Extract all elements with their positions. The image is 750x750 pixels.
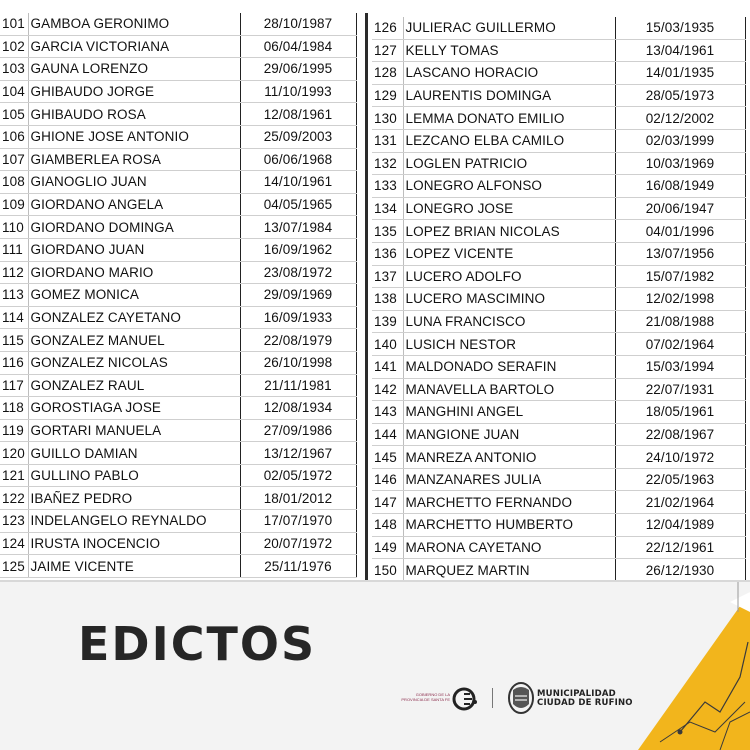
row-number: 123 [0,510,28,533]
table-left [0,13,357,578]
row-number: 132 [372,152,403,175]
row-name: GHIBAUDO JORGE [28,80,240,103]
row-number: 144 [372,423,403,446]
row-date: 25/11/1976 [240,555,356,578]
row-date: 16/08/1949 [615,175,745,198]
row-date: 26/12/1930 [615,559,745,582]
row-number: 103 [0,58,28,81]
municipality-line-1: MUNICIPALIDAD [537,689,616,699]
table-row [0,58,356,81]
row-number: 146 [372,468,403,491]
row-number: 150 [372,559,403,582]
table-row [0,532,356,555]
table-row [372,401,745,424]
row-number: 135 [372,220,403,243]
row-date: 20/07/1972 [240,532,356,555]
row-number: 122 [0,487,28,510]
table-row [0,35,356,58]
row-number: 115 [0,329,28,352]
table-row [0,171,356,194]
row-number: 142 [372,378,403,401]
row-number: 126 [372,17,403,39]
table-row [0,193,356,216]
row-name: GONZALEZ CAYETANO [28,306,240,329]
row-date: 21/11/1981 [240,374,356,397]
row-number: 133 [372,175,403,198]
table-row [372,559,745,582]
row-name: GIORDANO MARIO [28,261,240,284]
row-name: MARCHETTO FERNANDO [403,491,615,514]
table-row [372,129,745,152]
row-number: 148 [372,514,403,537]
row-date: 24/10/1972 [615,446,745,469]
table-row [372,446,745,469]
row-date: 02/12/2002 [615,107,745,130]
row-date: 22/08/1979 [240,329,356,352]
row-number: 140 [372,333,403,356]
table-row [372,288,745,311]
row-date: 07/02/1964 [615,333,745,356]
column-divider [365,13,368,580]
row-number: 139 [372,310,403,333]
table-row [372,333,745,356]
row-number: 109 [0,193,28,216]
row-number: 116 [0,351,28,374]
row-date: 27/09/1986 [240,419,356,442]
row-date: 21/08/1988 [615,310,745,333]
row-name: LEMMA DONATO EMILIO [403,107,615,130]
table-row [372,378,745,401]
row-name: MANGHINI ANGEL [403,401,615,424]
row-name: LAURENTIS DOMINGA [403,84,615,107]
row-number: 111 [0,238,28,261]
row-name: GAMBOA GERONIMO [28,13,240,35]
row-name: MANAVELLA BARTOLO [403,378,615,401]
row-name: LONEGRO JOSE [403,197,615,220]
edict-list [0,13,750,580]
row-date: 18/01/2012 [240,487,356,510]
row-number: 112 [0,261,28,284]
row-number: 118 [0,397,28,420]
row-date: 26/10/1998 [240,351,356,374]
table-row [372,62,745,85]
row-date: 12/08/1961 [240,103,356,126]
row-date: 22/05/1963 [615,468,745,491]
row-date: 15/03/1935 [615,17,745,39]
row-number: 113 [0,284,28,307]
row-number: 101 [0,13,28,35]
row-number: 105 [0,103,28,126]
row-name: GIORDANO DOMINGA [28,216,240,239]
table-row [372,107,745,130]
row-date: 22/12/1961 [615,536,745,559]
table-right [372,17,746,582]
row-date: 22/07/1931 [615,378,745,401]
row-name: GONZALEZ MANUEL [28,329,240,352]
row-number: 145 [372,446,403,469]
row-date: 14/01/1935 [615,62,745,85]
row-name: LUSICH NESTOR [403,333,615,356]
row-name: MANGIONE JUAN [403,423,615,446]
row-name: LEZCANO ELBA CAMILO [403,129,615,152]
row-date: 13/07/1956 [615,242,745,265]
row-number: 106 [0,125,28,148]
row-number: 136 [372,242,403,265]
row-date: 13/07/1984 [240,216,356,239]
row-number: 141 [372,355,403,378]
row-name: MARQUEZ MARTIN [403,559,615,582]
row-date: 25/09/2003 [240,125,356,148]
table-row [372,39,745,62]
row-date: 11/10/1993 [240,80,356,103]
row-name: GIANOGLIO JUAN [28,171,240,194]
row-date: 23/08/1972 [240,261,356,284]
logo-separator [492,688,493,708]
row-number: 108 [0,171,28,194]
row-date: 16/09/1933 [240,306,356,329]
row-name: LUNA FRANCISCO [403,310,615,333]
row-date: 12/04/1989 [615,514,745,537]
row-name: GULLINO PABLO [28,464,240,487]
table-row [0,374,356,397]
table-row [372,84,745,107]
row-date: 14/10/1961 [240,171,356,194]
table-row [372,197,745,220]
table-row [0,80,356,103]
table-row [0,464,356,487]
row-name: GONZALEZ RAUL [28,374,240,397]
table-row [372,355,745,378]
municipality-name [537,690,633,708]
row-name: MANZANARES JULIA [403,468,615,491]
table-row [0,351,356,374]
row-name: GAUNA LORENZO [28,58,240,81]
row-number: 114 [0,306,28,329]
table-row [372,17,745,39]
row-date: 12/08/1934 [240,397,356,420]
row-number: 125 [0,555,28,578]
table-row [0,238,356,261]
table-row [372,242,745,265]
table-row [0,442,356,465]
table-row [0,261,356,284]
row-date: 17/07/1970 [240,510,356,533]
table-row [372,491,745,514]
row-name: LASCANO HORACIO [403,62,615,85]
table-row [0,306,356,329]
row-number: 117 [0,374,28,397]
row-name: GARCIA VICTORIANA [28,35,240,58]
row-name: MANREZA ANTONIO [403,446,615,469]
province-emblem-icon [452,686,478,712]
row-name: LUCERO ADOLFO [403,265,615,288]
table-row [372,152,745,175]
corner-decoration [620,582,750,750]
row-name: INDELANGELO REYNALDO [28,510,240,533]
row-name: JULIERAC GUILLERMO [403,17,615,39]
table-row [0,13,356,35]
row-number: 124 [0,532,28,555]
table-row [372,514,745,537]
row-number: 104 [0,80,28,103]
row-date: 22/08/1967 [615,423,745,446]
row-number: 127 [372,39,403,62]
row-name: LOPEZ VICENTE [403,242,615,265]
row-name: GOMEZ MONICA [28,284,240,307]
row-number: 120 [0,442,28,465]
row-number: 138 [372,288,403,311]
row-date: 04/05/1965 [240,193,356,216]
row-number: 107 [0,148,28,171]
table-row [372,175,745,198]
provincial-logo [398,684,488,716]
row-name: JAIME VICENTE [28,555,240,578]
municipality-line-2: CIUDAD DE RUFINO [537,698,633,708]
row-name: MARONA CAYETANO [403,536,615,559]
row-name: LONEGRO ALFONSO [403,175,615,198]
row-number: 129 [372,84,403,107]
table-row [0,103,356,126]
row-number: 121 [0,464,28,487]
table-row [372,423,745,446]
row-date: 15/03/1994 [615,355,745,378]
row-date: 13/04/1961 [615,39,745,62]
row-number: 143 [372,401,403,424]
row-number: 134 [372,197,403,220]
table-row [0,555,356,578]
row-name: GONZALEZ NICOLAS [28,351,240,374]
row-date: 29/06/1995 [240,58,356,81]
row-number: 110 [0,216,28,239]
row-date: 15/07/1982 [615,265,745,288]
row-number: 119 [0,419,28,442]
table-row [0,510,356,533]
row-name: GHIBAUDO ROSA [28,103,240,126]
table-row [0,419,356,442]
row-name: IRUSTA INOCENCIO [28,532,240,555]
row-name: GIORDANO ANGELA [28,193,240,216]
row-name: GORTARI MANUELA [28,419,240,442]
table-row [0,216,356,239]
row-number: 149 [372,536,403,559]
row-date: 28/10/1987 [240,13,356,35]
logo-caption: GOBIERNO DE LA PROVINCIA DE SANTA FE [401,692,450,702]
row-number: 102 [0,35,28,58]
row-name: IBAÑEZ PEDRO [28,487,240,510]
row-date: 21/02/1964 [615,491,745,514]
row-number: 128 [372,62,403,85]
row-date: 18/05/1961 [615,401,745,424]
row-name: LUCERO MASCIMINO [403,288,615,311]
row-name: GHIONE JOSE ANTONIO [28,125,240,148]
row-date: 02/03/1999 [615,129,745,152]
table-row [372,536,745,559]
row-date: 06/04/1984 [240,35,356,58]
row-date: 06/06/1968 [240,148,356,171]
row-name: LOGLEN PATRICIO [403,152,615,175]
row-name: GIAMBERLEA ROSA [28,148,240,171]
row-date: 02/05/1972 [240,464,356,487]
table-row [372,220,745,243]
row-name: LOPEZ BRIAN NICOLAS [403,220,615,243]
row-name: MARCHETTO HUMBERTO [403,514,615,537]
table-row [0,397,356,420]
row-name: MALDONADO SERAFIN [403,355,615,378]
row-date: 13/12/1967 [240,442,356,465]
table-row [0,284,356,307]
row-date: 28/05/1973 [615,84,745,107]
row-number: 131 [372,129,403,152]
table-row [0,487,356,510]
table-row [0,329,356,352]
row-name: GIORDANO JUAN [28,238,240,261]
row-date: 12/02/1998 [615,288,745,311]
row-name: GUILLO DAMIAN [28,442,240,465]
row-date: 04/01/1996 [615,220,745,243]
row-date: 10/03/1969 [615,152,745,175]
row-name: KELLY TOMAS [403,39,615,62]
row-name: GOROSTIAGA JOSE [28,397,240,420]
table-row [372,310,745,333]
row-date: 20/06/1947 [615,197,745,220]
table-row [0,125,356,148]
table-row [372,468,745,491]
table-row [372,265,745,288]
row-number: 137 [372,265,403,288]
row-date: 16/09/1962 [240,238,356,261]
row-date: 29/09/1969 [240,284,356,307]
page-title: EDICTOS [78,617,317,671]
row-number: 130 [372,107,403,130]
table-row [0,148,356,171]
row-number: 147 [372,491,403,514]
